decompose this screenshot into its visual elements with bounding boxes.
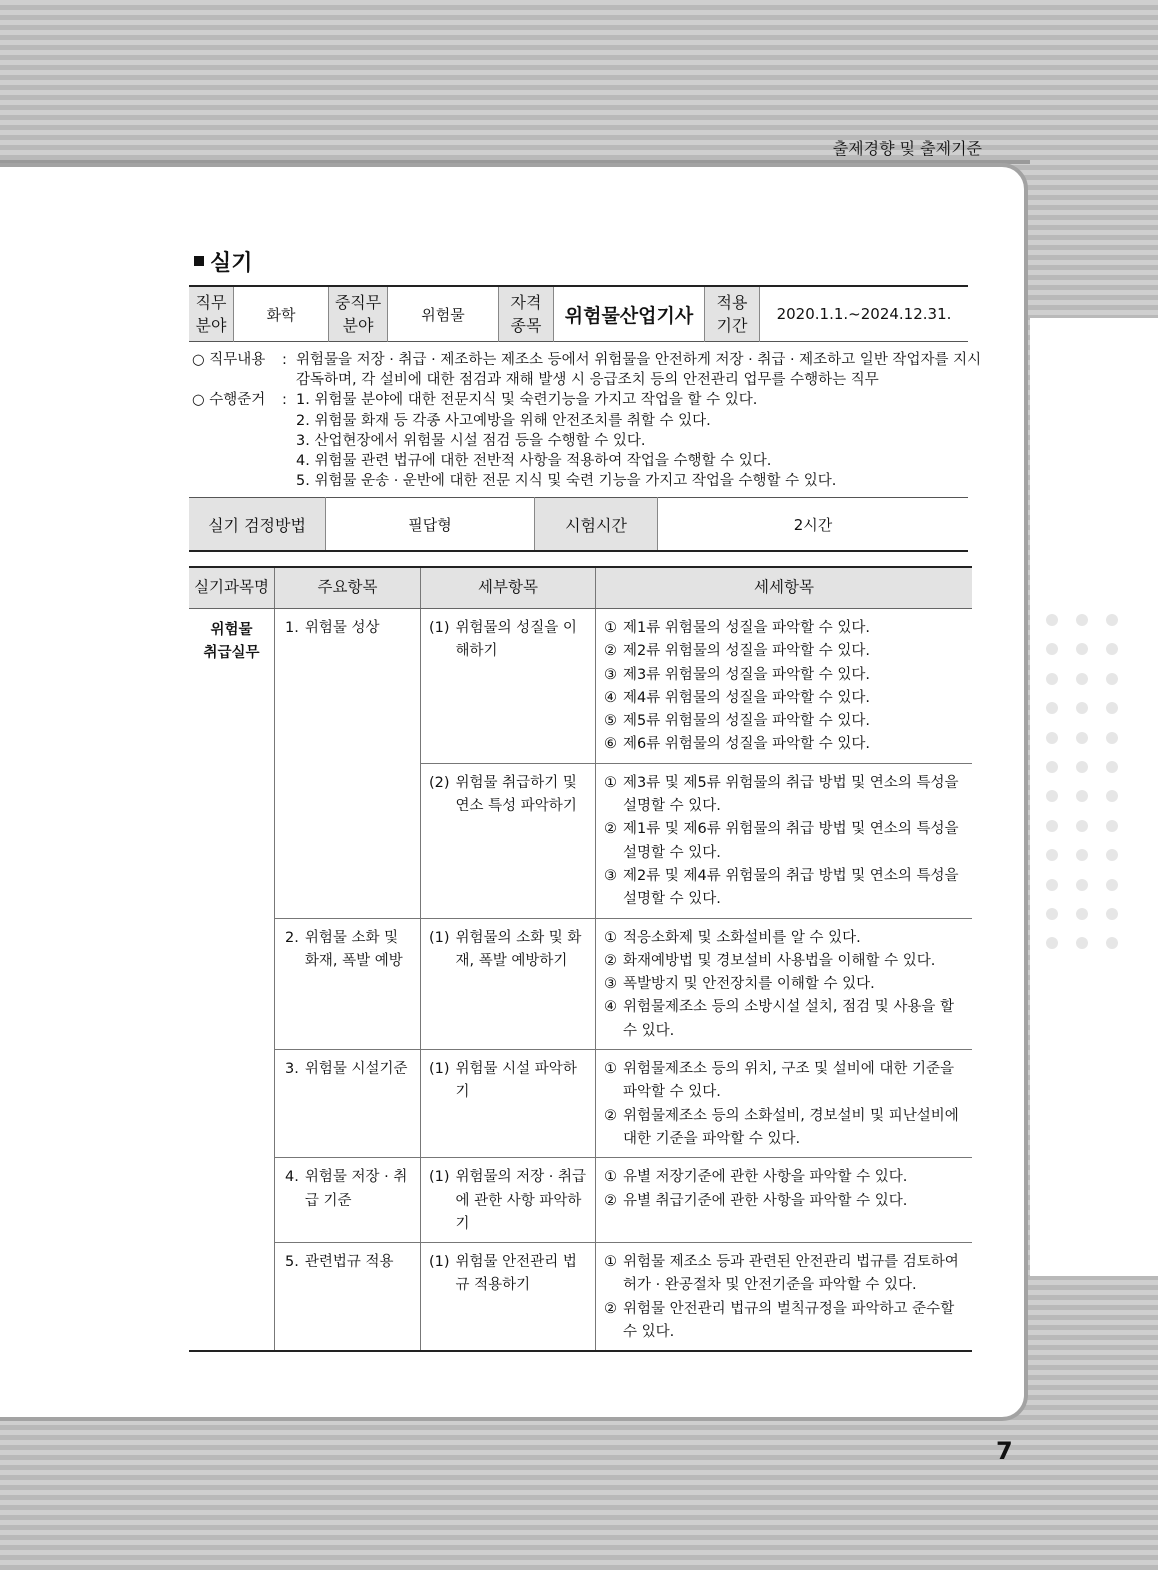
dot	[1076, 879, 1088, 891]
header-subject: 실기과목명	[189, 567, 275, 609]
dot	[1106, 732, 1118, 744]
job-field-value: 화학	[234, 286, 329, 342]
dot	[1106, 673, 1118, 685]
item-text: 제5류 위험물의 성질을 파악할 수 있다.	[623, 713, 870, 730]
sub-detail-cell	[596, 1158, 973, 1243]
sub-detail-cell	[596, 918, 973, 1049]
criteria-key: ○ 수행준거	[192, 392, 266, 409]
sub-detail-item	[604, 617, 964, 640]
table-row	[189, 918, 972, 1049]
sub-detail-item	[604, 772, 964, 819]
sub-detail-item	[604, 1166, 964, 1189]
main-item	[285, 927, 412, 974]
sub-detail-item	[604, 733, 964, 756]
detail-item-cell	[421, 918, 596, 1049]
dot	[1046, 673, 1058, 685]
detail-item	[429, 927, 587, 974]
item-number: (1)	[429, 1169, 450, 1186]
period-label: 적용 기간	[705, 286, 760, 342]
item-text: 위험물 안전관리 법규의 벌칙규정을 파악하고 준수할 수 있다.	[623, 1300, 955, 1341]
item-text: 위험물 취급하기 및 연소 특성 파악하기	[455, 774, 577, 815]
sub-detail-item	[604, 973, 964, 996]
dot	[1046, 614, 1058, 626]
item-text: 위험물의 성질을 이해하기	[455, 620, 577, 660]
item-text: 제1류 및 제6류 위험물의 취급 방법 및 연소의 특성을 설명할 수 있다.	[623, 821, 959, 861]
dot	[1106, 908, 1118, 920]
detail-item-cell	[421, 1158, 596, 1243]
dot	[1046, 761, 1058, 773]
item-number: ①	[604, 1169, 617, 1186]
main-item-cell	[275, 918, 421, 1049]
dot	[1106, 761, 1118, 773]
item-number: ①	[604, 1254, 617, 1271]
method-label: 실기 검정방법	[189, 498, 326, 552]
detail-item	[429, 772, 587, 819]
dot	[1106, 820, 1118, 832]
detail-item	[429, 617, 587, 664]
item-text: 제2류 및 제4류 위험물의 취급 방법 및 연소의 특성을 설명할 수 있다.	[623, 867, 959, 908]
detail-item-cell	[421, 1243, 596, 1352]
item-number: ②	[604, 1300, 617, 1317]
item-text: 관련법규 적용	[304, 1254, 394, 1271]
sub-detail-item	[604, 1251, 964, 1298]
item-number: ①	[604, 620, 617, 636]
section-title	[194, 246, 253, 277]
criteria-item: 1. 위험물 분야에 대한 전문지식 및 숙련기능을 가지고 작업을 할 수 있다.	[296, 392, 758, 409]
item-number: ③	[604, 976, 617, 993]
duty-key: ○ 직무내용	[192, 352, 266, 368]
table-row	[189, 1050, 972, 1158]
item-text: 제3류 및 제5류 위험물의 취급 방법 및 연소의 특성을 설명할 수 있다.	[623, 774, 959, 815]
item-text: 위험물 소화 및 화재, 폭발 예방	[304, 929, 403, 969]
item-number: ④	[604, 689, 617, 706]
sub-detail-item	[604, 996, 964, 1043]
method-value: 필답형	[326, 498, 535, 552]
subject-cell: 위험물 취급실무	[189, 609, 275, 1352]
item-number: 4.	[285, 1169, 299, 1186]
dot	[1076, 820, 1088, 832]
job-description	[192, 350, 982, 491]
item-number: (2)	[429, 774, 450, 791]
qualification-info-table	[189, 285, 968, 342]
sub-detail-item	[604, 1298, 964, 1345]
criteria-item: 2. 위험물 화재 등 각종 사고예방을 위해 안전조치를 취할 수 있다.	[296, 412, 711, 429]
duty-text: 위험물을 저장 · 취급 · 제조하는 제조소 등에서 위험물을 안전하게 저장 · 취급 · 제조하고 일반 작업자를 지시 감독하며, 각 설비에 대한 점검과 재해 발생 시 응급조치 등의 안전관리 업무를 수행하는 직무	[296, 352, 982, 389]
time-value: 2시간	[658, 498, 969, 552]
item-number: ③	[604, 666, 617, 683]
criteria-item: 3. 산업현장에서 위험물 시설 점검 등을 수행할 수 있다.	[296, 432, 646, 449]
item-number: 3.	[285, 1061, 299, 1078]
sub-detail-cell	[596, 1050, 973, 1158]
sub-detail-cell	[596, 609, 973, 764]
dot	[1076, 908, 1088, 920]
item-text: 폭발방지 및 안전장치를 이해할 수 있다.	[623, 976, 875, 993]
item-text: 위험물 시설기준	[304, 1061, 408, 1078]
qualification-value: 위험물산업기사	[554, 286, 705, 342]
time-label: 시험시간	[535, 498, 658, 552]
item-number: ②	[604, 1107, 617, 1124]
detail-item-cell	[421, 763, 596, 918]
item-text: 제6류 위험물의 성질을 파악할 수 있다.	[623, 736, 870, 753]
item-text: 적응소화제 및 소화설비를 알 수 있다.	[623, 929, 861, 946]
detail-item	[429, 1166, 587, 1236]
item-text: 유별 취급기준에 관한 사항을 파악할 수 있다.	[623, 1192, 908, 1209]
item-number: 5.	[285, 1254, 299, 1271]
sub-detail-item	[604, 710, 964, 733]
item-text: 위험물 저장 · 취급 기준	[304, 1169, 408, 1209]
item-number: ①	[604, 1061, 617, 1078]
colon: :	[282, 352, 287, 368]
item-text: 위험물 제조소 등과 관련된 안전관리 법규를 검토하여 허가 · 완공절차 및 안전기준을 파악할 수 있다.	[623, 1254, 959, 1294]
page-number: 7	[996, 1437, 1013, 1465]
square-bullet-icon	[194, 256, 204, 266]
sub-detail-cell	[596, 1243, 973, 1352]
period-value: 2020.1.1.~2024.12.31.	[760, 286, 969, 342]
dot	[1076, 673, 1088, 685]
item-number: ⑤	[604, 713, 617, 730]
main-item-cell	[275, 1050, 421, 1158]
item-text: 위험물의 저장 · 취급에 관한 사항 파악하기	[455, 1169, 587, 1232]
sub-detail-item	[604, 687, 964, 710]
header-detail-item: 세부항목	[421, 567, 596, 609]
sub-detail-cell	[596, 763, 973, 918]
syllabus-table	[189, 566, 972, 1352]
item-number: ①	[604, 774, 617, 791]
item-number: ②	[604, 952, 617, 969]
item-number: ③	[604, 867, 617, 884]
criteria-list	[296, 390, 982, 491]
item-text: 위험물제조소 등의 소방시설 설치, 점검 및 사용을 할 수 있다.	[623, 999, 955, 1039]
item-text: 위험물 성상	[304, 620, 380, 636]
section-title-text: 실기	[210, 251, 253, 276]
item-number: (1)	[429, 929, 450, 946]
sub-detail-item	[604, 1058, 964, 1105]
header-sub-detail-item: 세세항목	[596, 567, 973, 609]
dot	[1106, 614, 1118, 626]
sub-field-label: 중직무 분야	[329, 286, 388, 342]
item-text: 위험물 안전관리 법규 적용하기	[455, 1254, 577, 1294]
table-row	[189, 1158, 972, 1243]
criteria-item: 4. 위험물 관련 법규에 대한 전반적 사항을 적용하여 작업을 수행할 수 있다.	[296, 453, 772, 470]
item-number: 2.	[285, 929, 299, 946]
detail-item	[429, 1058, 587, 1105]
item-number: (1)	[429, 620, 450, 636]
item-text: 위험물제조소 등의 소화설비, 경보설비 및 피난설비에 대한 기준을 파악할 수 있다.	[623, 1107, 959, 1147]
dot	[1076, 732, 1088, 744]
sub-detail-item	[604, 664, 964, 687]
item-text: 유별 저장기준에 관한 사항을 파악할 수 있다.	[623, 1169, 908, 1186]
item-number: 1.	[285, 620, 299, 636]
sub-detail-item	[604, 1190, 964, 1213]
item-text: 위험물 시설 파악하기	[455, 1061, 577, 1101]
item-number: ②	[604, 821, 617, 838]
item-text: 위험물제조소 등의 위치, 구조 및 설비에 대한 기준을 파악할 수 있다.	[623, 1061, 955, 1101]
dot	[1046, 879, 1058, 891]
item-text: 제3류 위험물의 성질을 파악할 수 있다.	[623, 666, 870, 683]
exam-method-table	[189, 497, 968, 552]
criteria-item: 5. 위험물 운송 · 운반에 대한 전문 지식 및 숙련 기능을 가지고 작업을 수행할 수 있다.	[296, 473, 837, 490]
detail-item-cell	[421, 609, 596, 764]
detail-item	[429, 1251, 587, 1298]
main-item-cell	[275, 609, 421, 919]
job-field-label: 직무 분야	[189, 286, 234, 342]
table-row	[189, 1243, 972, 1352]
dot	[1076, 614, 1088, 626]
main-item	[285, 1166, 412, 1213]
main-item	[285, 617, 412, 640]
item-number: (1)	[429, 1061, 450, 1078]
table-row	[189, 609, 972, 764]
item-text: 제2류 위험물의 성질을 파악할 수 있다.	[623, 643, 870, 660]
item-number: ④	[604, 999, 617, 1016]
main-item	[285, 1058, 412, 1081]
item-number: ①	[604, 929, 617, 946]
dot	[1046, 908, 1058, 920]
sub-detail-item	[604, 865, 964, 912]
item-number: ②	[604, 643, 617, 660]
sub-detail-item	[604, 927, 964, 950]
sub-field-value: 위험물	[388, 286, 499, 342]
item-text: 화재예방법 및 경보설비 사용법을 이해할 수 있다.	[623, 952, 936, 969]
dot	[1076, 761, 1088, 773]
sub-detail-item	[604, 640, 964, 663]
main-item-cell	[275, 1243, 421, 1352]
dot	[1046, 820, 1058, 832]
dot	[1106, 879, 1118, 891]
qualification-label: 자격 종목	[499, 286, 554, 342]
sub-detail-item	[604, 950, 964, 973]
item-text: 위험물의 소화 및 화재, 폭발 예방하기	[455, 929, 582, 969]
main-item-cell	[275, 1158, 421, 1243]
running-head: 출제경향 및 출제기준	[832, 139, 982, 158]
item-text: 제4류 위험물의 성질을 파악할 수 있다.	[623, 689, 870, 706]
sub-detail-item	[604, 818, 964, 865]
header-main-item: 주요항목	[275, 567, 421, 609]
colon: :	[282, 392, 287, 409]
dot	[1046, 732, 1058, 744]
item-number: (1)	[429, 1254, 450, 1271]
detail-item-cell	[421, 1050, 596, 1158]
item-number: ②	[604, 1192, 617, 1209]
item-text: 제1류 위험물의 성질을 파악할 수 있다.	[623, 620, 870, 636]
item-number: ⑥	[604, 736, 617, 753]
main-item	[285, 1251, 412, 1274]
sub-detail-item	[604, 1105, 964, 1152]
